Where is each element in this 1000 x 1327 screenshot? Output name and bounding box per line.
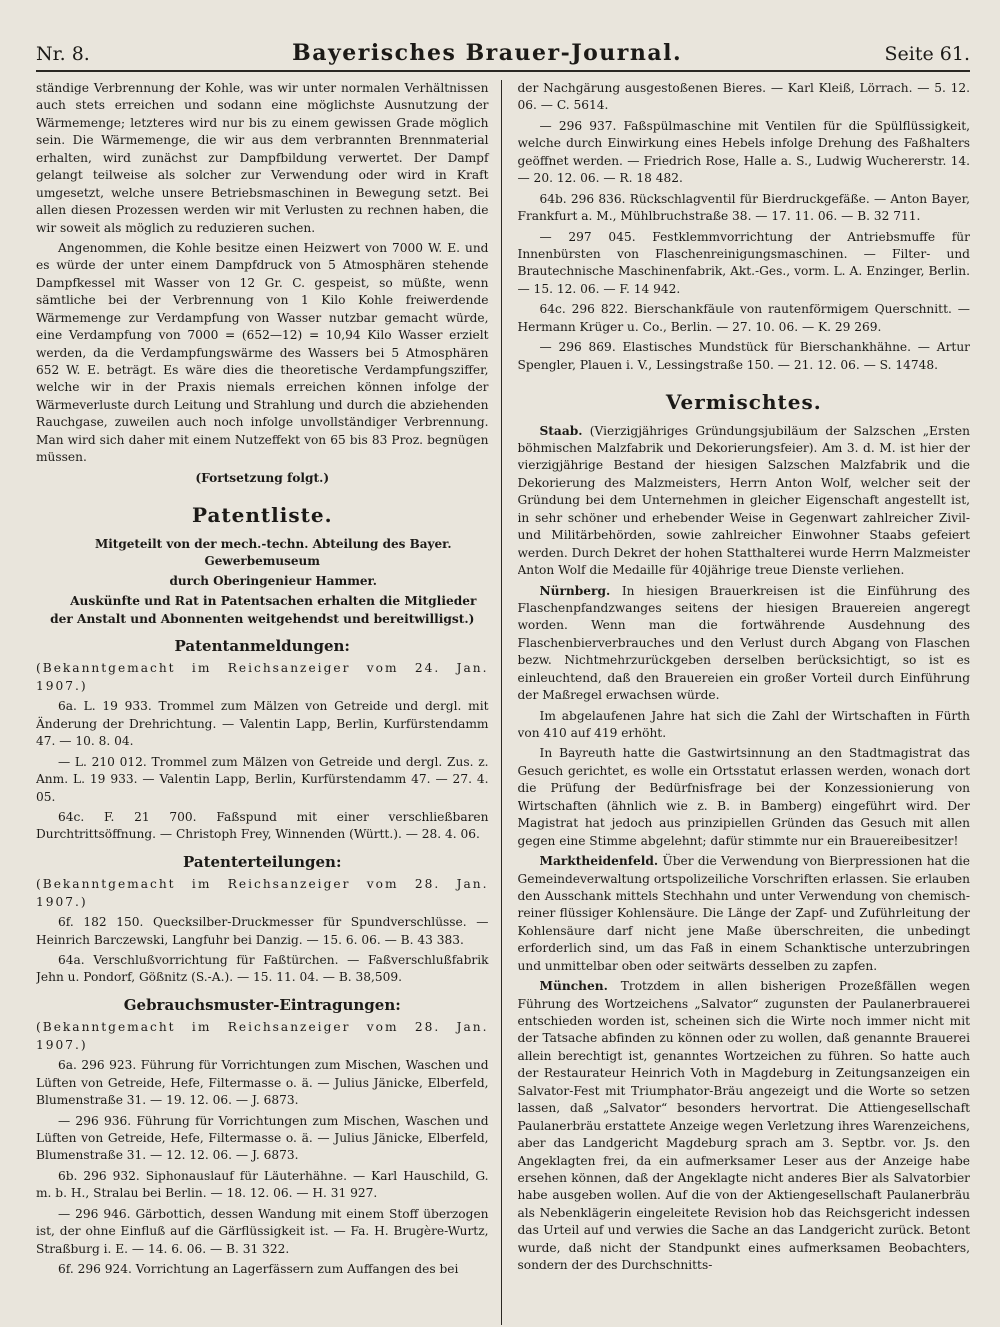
news-text: In Bayreuth hatte die Gastwirtsinnung an den Stadtmagistrat das Gesuch gerichtet, es wolle ein Ortsstatut erlassen werden, wonach dort die Prüfung der Bedürfnisfrage bei der Konzessionierung von Wirtschaften (ähnlich wie z. B. in Bamberg) eingeführt wird. Der Magistrat hat jedoch aus prinzipiellen Gründen das Gesuch mit allen gegen eine Stimme abgelehnt; dafür stimmte nur ein Brauereibesitzer! [517,746,970,848]
patent-item: — 296 937. Faßspülmaschine mit Ventilen für die Spülflüssigkeit, welche durch Einwirkung eines Hebels infolge Drehung des Faßhalters geöffnet werden. — Friedrich Rose, Halle a. S., Ludwig Wuchererstr. 14. — 20. 12. 06. — R. 18 482. [517,118,970,186]
announce-line: (Bekanntgemacht im Reichsanzeiger vom 28. Jan. 1907.) [36,877,489,909]
news-item [518,853,971,975]
patent-item: — 296 946. Gärbottich, dessen Wandung mit einem Stoff überzogen ist, der ohne Einfluß auf die Gärflüssigkeit ist. — Fa. H. Brugère-Wurtz, Straßburg i. E. — 14. 6. 06. — B. 31 322. [36,1206,489,1256]
announce-line: (Bekanntgemacht im Reichsanzeiger vom 28. Jan. 1907.) [36,1020,489,1052]
patent-item: 64a. Verschlußvorrichtung für Faßtürchen. — Faßverschlußfabrik Jehn u. Pondorf, Gößnitz (S.-A.). — 15. 11. 04. — B. 38,509. [36,953,489,985]
news-item [518,745,971,850]
patent-item: 64c. 296 822. Bierschankfäule von rautenförmigem Querschnitt. — Hermann Krüger u. Co., Berlin. — 27. 10. 06. — K. 29 269. [517,302,970,334]
news-item [518,583,971,705]
announce-line: (Bekanntgemacht im Reichsanzeiger vom 24. Jan. 1907.) [36,661,489,693]
patent-item: 6a. L. 19 933. Trommel zum Mälzen von Getreide und dergl. mit Änderung der Drehrichtung. — Valentin Lapp, Berlin, Kurfürstendamm 47. — 10. 8. 04. [36,699,489,749]
news-text: Über die Verwendung von Bierpressionen hat die Gemeindeverwaltung ortspolizeiliche Vorschriften erlassen. Sie erlauben den Ausschank mittels Stechhahn und unter Verwendung von chemisch-reiner flüssiger Kohlensäure. Die Länge der Zapf- und Zuführleitung der Kohlensäure darf nicht jene Maße überschreiten, die unbedingt erforderlich sind, um das Faß in einem Schanktische unterzubringen und unmittelbar oben oder seitwärts desselben zu zapfen. [517,854,970,973]
patent-item: — 296 936. Führung für Vorrichtungen zum Mischen, Waschen und Lüften von Getreide, Hefe, Filtermasse o. ä. — Julius Jänicke, Elberfeld, Blumenstraße 31. — 12. 12. 06. — J. 6873. [36,1113,489,1163]
patent-item: 6b. 296 932. Siphonauslauf für Läuterhähne. — Karl Hauschild, G. m. b. H., Stralau bei Berlin. — 18. 12. 06. — H. 31 927. [36,1168,489,1201]
right-column [518,80,971,1325]
patent-list-title: Patentliste. [191,503,333,528]
patent-item: der Nachgärung ausgestoßenen Bieres. — Karl Kleiß, Lörrach. — 5. 12. 06. — C. 5614. [517,81,970,113]
patent-item: 6f. 296 924. Vorrichtung an Lagerfässern zum Auffangen des bei [58,1262,459,1276]
article-paragraph: ständige Verbrennung der Kohle, was wir unter normalen Verhältnissen auch stets erreichen und sodann eine möglichste Ausnutzung der Wärmemenge; letzteres wird nur bis zu einem gewissen Grade möglich sein. Die Wärmemenge, die wir aus dem verbrannten Brennmaterial erhalten, wird zunächst zur Dampfbildung verwertet. Der Dampf gelangt teilweise als solcher zur Verwendung oder wird in Kraft umgesetzt, welche unsere Betriebsmaschinen in Bewegung setzt. Bei allen diesen Prozessen werden wir mit Verlusten zu rechnen haben, die wir soweit als möglich zu reduzieren suchen. [36,81,489,235]
journal-title: Bayerisches Brauer-Journal. [292,40,683,66]
article-paragraph: Angenommen, die Kohle besitze einen Heizwert von 7000 W. E. und es würde der unter einem Dampfdruck von 5 Atmosphären stehende Dampfkessel mit Wasser von 12 Gr. C. gespeist, so müßte, wenn sämtliche bei der Verbrennung von 1 Kilo Kohle freiwerdende Wärmemenge zur Verdampfung von Wasser nutzbar gemacht würde, eine Verdampfung von 7000 = (652—12) = 10,94 Kilo Wasser erzielt werden, da die Verdampfungswärme des Wassers bei 5 Atmosphären 652 W. E. beträgt. Es wäre dies die theoretische Verdampfungsziffer, welche wir in der Praxis niemals erreichen können infolge der Wärmeverluste durch Leitung und Strahlung und durch die abziehenden Rauchgase, zuweilen auch noch infolge unvollständiger Verbrennung. Man wird sich daher mit einem Nutzeffekt von 65 bis 83 Proz. begnügen müssen. [36,240,489,465]
misc-title: Vermischtes. [665,390,822,414]
patent-item: 6a. 296 923. Führung für Vorrichtungen zum Mischen, Waschen und Lüften von Getreide, Hefe, Filtermasse o. ä. — Julius Jänicke, Elberfeld, Blumenstraße 31. — 19. 12. 06. — J. 6873. [36,1058,489,1108]
news-place: Staab. [539,423,583,438]
issue-number: Nr. 8. [36,43,90,65]
patent-item: — 297 045. Festklemmvorrichtung der Antriebsmuffe für Innenbürsten von Flaschenreinigungsmaschinen. — Filter- und Brautechnische Maschinenfabrik, Akt.-Ges., vorm. L. A. Enzinger, Berlin. — 15. 12. 06. — F. 14 942. [517,229,970,296]
patent-item: 64b. 296 836. Rückschlagventil für Bierdruckgefäße. — Anton Bayer, Frankfurt a. M., Mühlbruchstraße 38. — 17. 11. 06. — B. 32 711. [517,191,970,224]
section-title-applications: Patentanmeldungen: [174,637,350,655]
news-place: Nürnberg. [539,583,611,598]
news-item [518,978,971,1274]
section-title-grants: Patenterteilungen: [182,852,342,871]
page-header [36,40,970,72]
section-title-utility-models: Gebrauchsmuster-Eintragungen: [123,995,401,1014]
columns [36,80,970,1325]
patent-byline: Mitgeteilt von der mech.-techn. Abteilung des Bayer. Gewerbemuseum [94,536,452,568]
patent-item: 6f. 182 150. Quecksilber-Druckmesser für Spundverschlüsse. — Heinrich Barczewski, Langfuhr bei Danzig. — 15. 6. 06. — B. 43 383. [36,915,489,947]
patent-item: — L. 210 012. Trommel zum Mälzen von Getreide und dergl. Zus. z. Anm. L. 19 933. — Valentin Lapp, Berlin, Kurfürstendamm 47. — 27. 4. 05. [36,754,489,804]
news-text: (Vierzigjähriges Gründungsjubiläum der Salzschen „Ersten böhmischen Malzfabrik und Dekorierungsfeier). Am 3. d. M. ist hier der vierzigjährige Bestand der hiesigen Salzschen Malzfabrik und die Dekorierung des Malzmeisters, Herrn Anton Wolf, welcher seit der Gründung bei dem Unternehmen in gleicher Eigenschaft angestellt ist, in sehr schöner und erhebender Weise in Gegenwart zahlreicher Zivil- und Militärbehörden, sowie zahlreicher Einwohner Staabs gefeiert werden. Durch Dekret der hohen Statthalterei wurde Herrn Malzmeister Anton Wolf die Medaille für 40jährige treue Dienste verliehen. [517,423,970,578]
continued-note: (Fortsetzung folgt.) [195,470,330,485]
news-text: Im abgelaufenen Jahre hat sich die Zahl der Wirtschaften in Fürth von 410 auf 419 erhöht. [517,708,970,741]
news-place: Marktheidenfeld. [539,854,659,869]
news-item [518,708,971,743]
news-place: München. [539,979,608,994]
news-item [518,423,971,580]
patent-item: — 296 869. Elastisches Mundstück für Bierschankhähne. — Artur Spengler, Plauen i. V., Lessingstraße 150. — 21. 12. 06. — S. 14748. [517,340,970,372]
patent-item: 64c. F. 21 700. Faßspund mit einer verschließbaren Durchtrittsöffnung. — Christoph Frey, Winnenden (Württ.). — 28. 4. 06. [36,809,489,842]
news-text: In hiesigen Brauerkreisen ist die Einführung des Flaschenpfandzwanges seitens der hiesigen Brauereien angeregt worden. Wenn man die fortwährende Ausdehnung des Flaschenbierverbrauches und den Verlust durch Abgang von Flaschen bezw. Nichtmehrzurückgeben derselben berücksichtigt, so ist es einleuchtend, daß den Brauereien ein großer Vorteil durch Einführung der Maßregel erwachsen würde. [517,583,970,703]
news-text: Trotzdem in allen bisherigen Prozeßfällen wegen Führung des Wortzeichens „Salvator“ zugunsten der Paulanerbrauerei entschieden worden ist, scheinen sich die Wirte noch immer nicht mit der Tatsache abfinden zu können oder zu wollen, daß genannte Brauerei allein berechtigt ist, genanntes Wortzeichen zu führen. So hatte auch der Restaurateur Heinrich Voth in Magdeburg in Zeitungsanzeigen ein Salvator-Fest mit Triumphator-Bräu angezeigt und die Worte so setzen lassen, daß „Salvator“ besonders hervortrat. Die Attiengesellschaft Paulanerbräu erstattete Anzeige wegen Verletzung ihres Warenzeichens, aber das Landgericht Magdeburg sprach am 3. Septbr. vor. Js. den Angeklagten frei, da ein aufmerksamer Leser aus der Anzeige habe ersehen können, daß der Angeklagte nicht anderes Bier als Salvatorbier habe ausgeben wollen. Auf die von der Aktiengesellschaft Paulanerbräu als Nebenklägerin eingeleitete Revision hob das Reichsgericht indessen das Urteil auf und verwies die Sache an das Landgericht zurück. Betont wurde, daß nicht der Standpunkt eines aufmerksamen Beobachters, sondern der des Durchschnitts- [517,979,970,1273]
patent-note: Auskünfte und Rat in Patentsachen erhalten die Mitglieder der Anstalt und Abonnenten weitgehendst und bereitwilligst.) [50,594,477,626]
left-column [36,80,502,1325]
page-number: Seite 61. [884,43,970,65]
patent-byline-author: durch Oberingenieur Hammer. [169,573,377,588]
